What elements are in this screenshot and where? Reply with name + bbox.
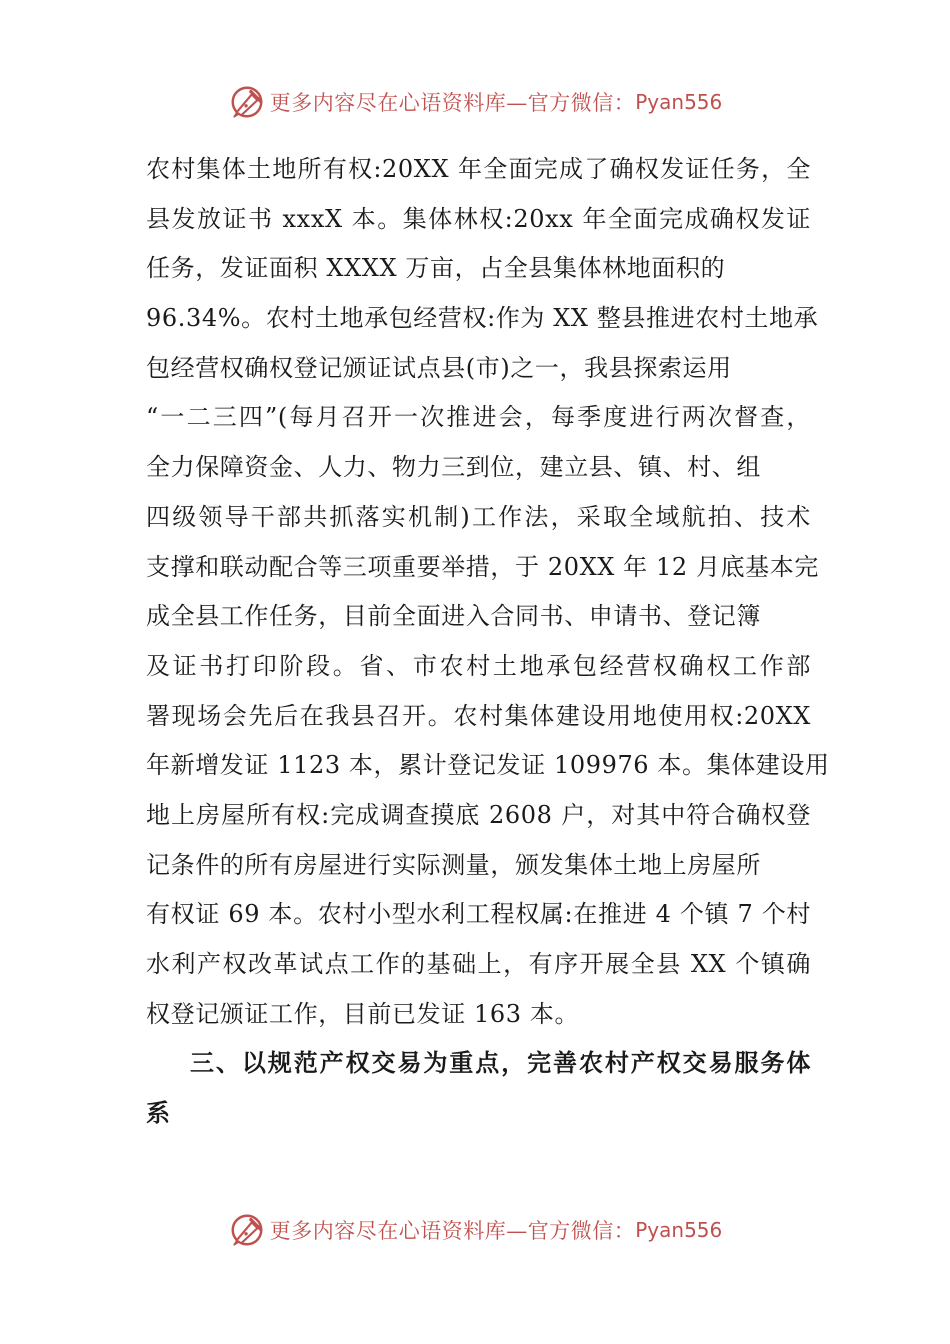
- body-line: 包经营权确权登记颁证试点县(市)之一，我县探索运用: [146, 353, 732, 382]
- banner-wechat-id: Pyan556: [635, 1218, 723, 1242]
- body-line: 地上房屋所有权:完成调查摸底 2608 户，对其中符合确权登: [146, 800, 811, 829]
- body-line: 县发放证书 xxxX 本。集体林权:20xx 年全面完成确权发证: [146, 204, 811, 233]
- pen-nib-logo-icon: [228, 1211, 266, 1249]
- body-line: 有权证 69 本。农村小型水利工程权属:在推进 4 个镇 7 个村: [146, 900, 811, 929]
- body-line: 任务，发证面积 XXXX 万亩，占全县集体林地面积的: [146, 254, 726, 283]
- body-line: 支撑和联动配合等三项重要举措，于 20XX 年 12 月底基本完: [146, 552, 819, 581]
- body-line: 四级领导干部共抓落实机制)工作法，采取全域航拍、技术: [146, 502, 811, 531]
- footer-watermark-banner: [0, 1210, 950, 1250]
- banner-wechat-id: Pyan556: [635, 90, 723, 114]
- body-line: 成全县工作任务，目前全面进入合同书、申请书、登记簿: [146, 602, 761, 631]
- body-line: 水利产权改革试点工作的基础上，有序开展全县 XX 个镇确: [146, 950, 811, 978]
- banner-text: 更多内容尽在心语资料库—官方微信：: [269, 91, 636, 115]
- body-line: “一二三四”(每月召开一次推进会，每季度进行两次督查，: [146, 403, 811, 432]
- body-line: 权登记颁证工作，目前已发证 163 本。: [146, 999, 580, 1028]
- body-line: 年新增发证 1123 本，累计登记发证 109976 本。集体建设用: [146, 751, 830, 780]
- document-body: [146, 145, 830, 1139]
- body-line: 署现场会先后在我县召开。农村集体建设用地使用权:20XX: [146, 701, 811, 730]
- body-line: 记条件的所有房屋进行实际测量，颁发集体土地上房屋所: [146, 850, 761, 879]
- section-heading-line: 系: [146, 1099, 171, 1128]
- section-heading-line: 三、以规范产权交易为重点，完善农村产权交易服务体: [190, 1049, 811, 1078]
- header-watermark-banner: [0, 82, 950, 122]
- body-line: 农村集体土地所有权:20XX 年全面完成了确权发证任务，全: [146, 155, 811, 183]
- banner-text: 更多内容尽在心语资料库—官方微信：: [269, 1219, 636, 1243]
- body-line: 全力保障资金、人力、物力三到位，建立县、镇、村、组: [146, 453, 761, 482]
- section-heading: [146, 1039, 811, 1138]
- body-line: 及证书打印阶段。省、市农村土地承包经营权确权工作部: [146, 651, 811, 680]
- pen-nib-logo-icon: [228, 83, 266, 121]
- body-line: 96.34%。农村土地承包经营权:作为 XX 整县推进农村土地承: [146, 304, 819, 333]
